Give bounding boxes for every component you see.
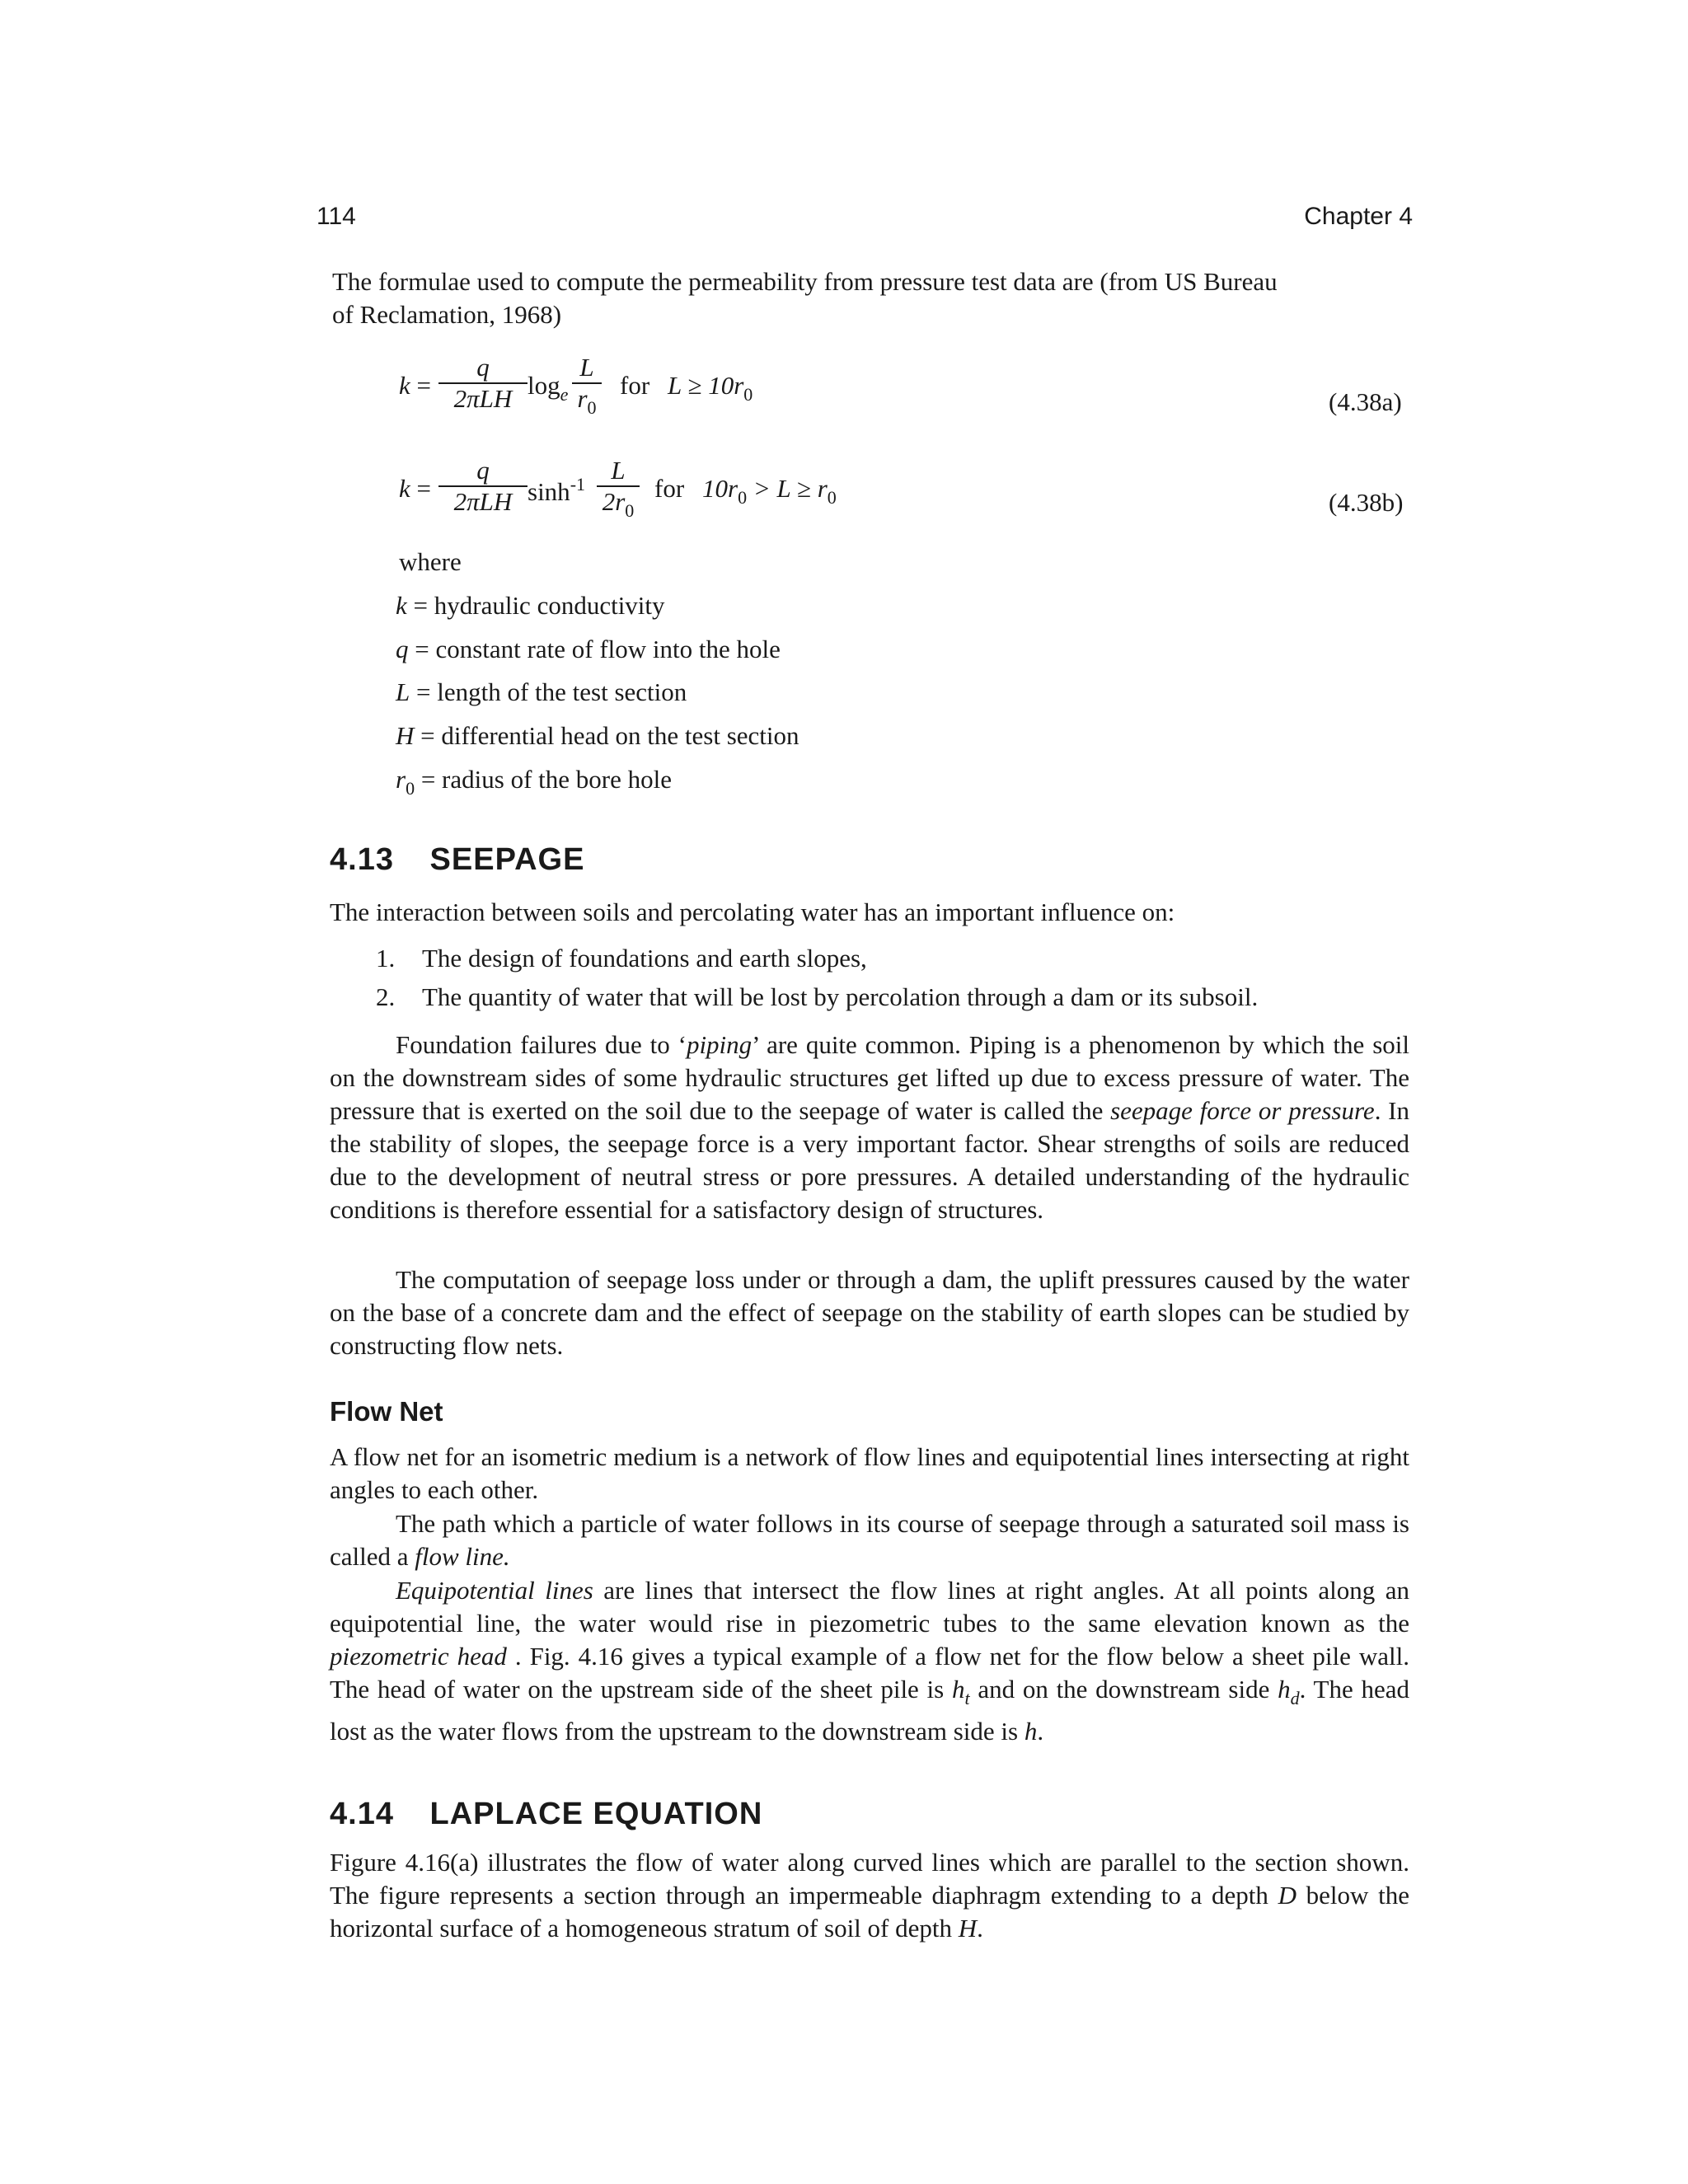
seepage-paragraph-1 [330,1029,1409,1226]
eq-a-den-r: r [577,384,588,413]
def-r0 [396,763,672,805]
eq-b-condition-sub-2: 0 [827,487,837,508]
laplace-p1-depth-d: D [1278,1881,1296,1910]
flow-net-paragraph-2 [330,1507,1409,1573]
eq-a-equals: = [416,371,431,400]
eq-b-equals: = [416,474,431,503]
chapter-label: Chapter 4 [1304,203,1413,230]
def-r0-sub: 0 [406,778,415,799]
flow-net-p3-text-a: are lines that intersect the flow lines at right angles. At all points along an equipotential line, the water would rise in piezometric tubes to the same elevation known as the [330,1576,1409,1638]
eq-b-number: (4.38b) [1329,488,1404,517]
section-4-13-heading [330,842,584,878]
flow-net-p3-equipotential: Equipotential lines [396,1576,593,1605]
eq-b-fraction-q [438,456,528,517]
flow-net-p3-text-c: and on the downstream side [969,1675,1278,1704]
def-h [396,719,799,752]
eq-a-number: (4.38a) [1329,387,1402,416]
def-q-symbol: q [396,635,409,663]
eq-a-condition-sub: 0 [743,384,753,405]
flow-net-paragraph-3 [330,1574,1409,1748]
list-item-1-text: The design of foundations and earth slopes, [422,944,867,972]
eq-a-fraction-q [438,353,528,414]
eq-a-k: k [399,371,410,400]
section-4-14-number: 4.14 [330,1797,394,1831]
eq-a-den-r-sub: 0 [587,397,597,418]
section-4-14-heading [330,1797,762,1832]
laplace-p1-text-c: . [977,1914,983,1943]
eq-a-for: for [620,371,650,400]
section-4-13-title: SEEPAGE [429,842,585,877]
intro-line-2: of Reclamation, 1968) [332,300,562,329]
def-k-symbol: k [396,591,407,620]
flow-net-p2-text: The path which a particle of water follows in its course of seepage through a saturated soil mass is called a [330,1509,1409,1571]
flow-net-p3-text-d: . The head lost as the water flows from the upstream to the downstream side is [330,1675,1409,1746]
section-4-14-title: LAPLACE EQUATION [429,1797,763,1831]
flow-net-p3-text-b: . Fig. 4.16 gives a typical example of a flow net for the flow below a sheet pile wall. The head of water on the upstream side of the sheet pile is [330,1642,1409,1704]
def-q [396,633,781,666]
eq-a-num-q: q [476,353,490,382]
eq-b-condition-rest: > L ≥ r [747,474,828,503]
eq-a-fraction-l [572,353,602,419]
eq-a-log-base: e [560,384,569,405]
list-item-2-number: 2. [376,982,396,1011]
seepage-p1-text-a: Foundation failures due to ‘ [396,1030,687,1059]
flow-net-p3-piezometric-head: piezometric head [330,1642,507,1671]
eq-b-condition-sub: 0 [738,487,748,508]
def-l-text: = length of the test section [410,677,687,706]
laplace-p1-text-b: below the horizontal surface of a homogeneous stratum of soil of depth [330,1881,1409,1943]
def-k-text: = hydraulic conductivity [406,591,665,620]
flow-net-paragraph-1: A flow net for an isometric medium is a network of flow lines and equipotential lines intersecting at right angles to each other. [330,1442,1409,1504]
seepage-lead: The interaction between soils and percolating water has an important influence on: [330,898,1175,926]
def-h-symbol: H [396,721,415,750]
eq-b-for: for [654,474,685,503]
def-l-symbol: L [396,677,410,706]
eq-a-num-l: L [579,353,594,382]
eq-b-den-r: 2r [602,487,626,516]
flow-net-p3-text-e: . [1037,1717,1044,1746]
flow-net-p3-h: h [1024,1717,1038,1746]
eq-b-den: 2πLH [453,487,513,516]
eq-b-num-q: q [476,456,490,485]
flow-net-p3-ht: h [951,1675,965,1704]
seepage-paragraph-2: The computation of seepage loss under or through a dam, the uplift pressures caused by the water on the base of a concrete dam and the effect of seepage on the stability of earth slopes can be studied by constructing flow nets. [330,1265,1409,1360]
eq-a-log: log [528,371,560,400]
list-item-1-number: 1. [376,944,396,972]
def-k [396,589,665,622]
eq-b-fraction-l [597,456,640,522]
eq-b-den-r-sub: 0 [625,500,635,521]
list-item-2-text: The quantity of water that will be lost by percolation through a dam or its subsoil. [422,982,1259,1011]
eq-a-condition: L ≥ 10r [668,371,744,400]
eq-a-den: 2πLH [453,384,513,413]
seepage-p1-text-b: ’ are quite common. Piping is a phenomenon by which the soil on the downstream sides of some hydraulic structures get lifted up due to excess pressure of water. The pressure that is exerted on the soil due to the seepage of water is called the [330,1030,1409,1125]
where-label: where [399,547,462,576]
flow-net-p3-ht-sub: t [964,1688,970,1708]
eq-b-sinh-sup: -1 [570,474,586,494]
seepage-p1-seepage-force: seepage force or pressure [1110,1096,1375,1125]
flow-net-heading: Flow Net [330,1396,443,1427]
def-h-text: = differential head on the test section [414,721,799,750]
flow-net-p2-flow-line: flow line. [415,1542,510,1571]
laplace-paragraph-1 [330,1846,1409,1945]
page-number: 114 [316,203,356,230]
def-l [396,676,687,709]
def-q-text: = constant rate of flow into the hole [408,635,781,663]
eq-b-k: k [399,474,410,503]
eq-b-num-l: L [611,456,626,485]
def-r0-text: = radius of the bore hole [415,765,672,794]
def-r0-symbol: r [396,765,406,794]
flow-net-p3-hd-sub: d [1290,1688,1300,1708]
seepage-p1-text-c: . In the stability of slopes, the seepage force is a very important factor. Shear strengths of soils are reduced due to the development of neutral stress or pore pressures. A detailed understanding of the hydraulic conditions is therefore essential for a satisfactory design of structures. [330,1096,1409,1224]
laplace-p1-text-a: Figure 4.16(a) illustrates the flow of water along curved lines which are parallel to the section shown. The figure represents a section through an impermeable diaphragm extending to a depth [330,1848,1409,1910]
eq-b-condition: 10r [702,474,738,503]
eq-b-sinh: sinh [528,477,570,506]
flow-net-p3-hd: h [1278,1675,1291,1704]
intro-line-1: The formulae used to compute the permeability from pressure test data are (from US Bureau [332,267,1278,296]
laplace-p1-depth-h: H [958,1914,978,1943]
seepage-p1-piping: piping [686,1030,753,1059]
section-4-13-number: 4.13 [330,842,394,877]
